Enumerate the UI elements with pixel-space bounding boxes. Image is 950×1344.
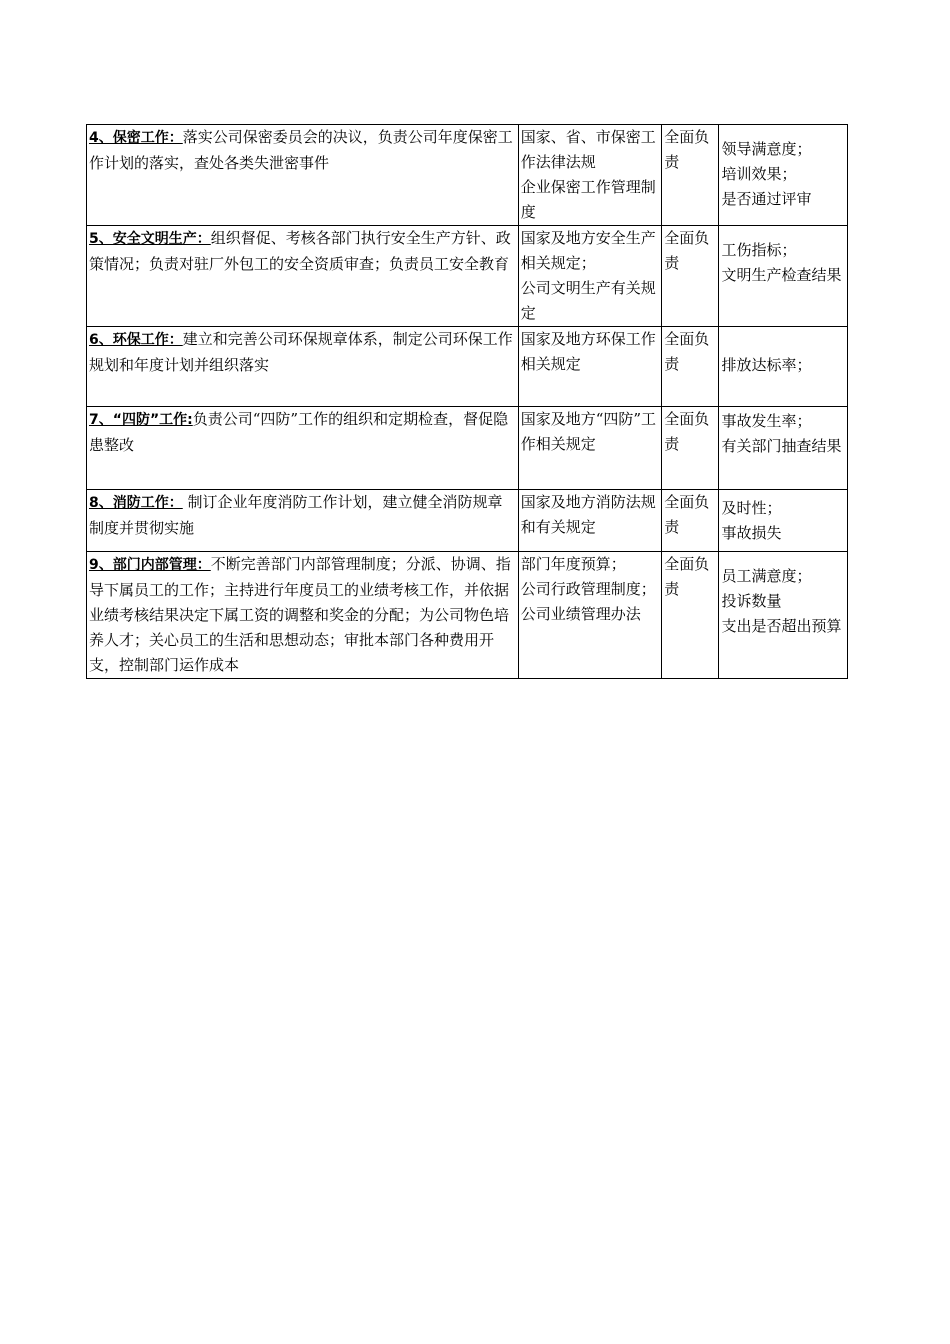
basis-line: 公司业绩管理办法 — [520, 605, 641, 623]
basis-cell — [518, 226, 662, 327]
kpi-cell — [719, 327, 848, 407]
duty-table — [86, 124, 848, 679]
kpi-line: 投诉数量 — [721, 592, 782, 610]
responsibility-text: 全面负责 — [664, 128, 710, 171]
basis-cell — [518, 552, 662, 679]
kpi-line: 领导满意度； — [721, 140, 812, 158]
duty-cell — [87, 552, 519, 679]
duty-title: 6、环保工作： — [89, 332, 183, 348]
kpi-line: 及时性； — [721, 499, 782, 517]
responsibility-text: 全面负责 — [664, 410, 710, 453]
basis-line: 公司文明生产有关规定 — [520, 279, 656, 322]
kpi-cell — [719, 407, 848, 490]
table-row — [87, 407, 848, 490]
responsibility-text: 全面负责 — [664, 493, 710, 536]
basis-line: 国家及地方消防法规和有关规定 — [520, 493, 656, 536]
kpi-line: 支出是否超出预算 — [721, 617, 842, 635]
basis-line: 部门年度预算； — [520, 555, 626, 573]
table-row — [87, 552, 848, 679]
responsibility-text: 全面负责 — [664, 229, 710, 272]
kpi-line: 工伤指标； — [721, 241, 797, 259]
basis-line: 国家及地方安全生产相关规定； — [520, 229, 656, 272]
duty-cell — [87, 490, 519, 552]
duty-description: 制订企业年度消防工作计划，建立健全消防规章制度并贯彻实施 — [89, 493, 503, 537]
basis-line: 国家、省、市保密工作法律法规 — [520, 128, 656, 171]
duty-title: 7、“四防”工作: — [89, 412, 193, 428]
table-row — [87, 490, 848, 552]
basis-cell — [518, 327, 662, 407]
duty-title: 4、保密工作： — [89, 130, 183, 146]
duty-cell — [87, 226, 519, 327]
duty-cell — [87, 327, 519, 407]
responsibility-cell — [662, 407, 719, 490]
kpi-cell — [719, 125, 848, 226]
responsibility-cell — [662, 226, 719, 327]
kpi-line: 文明生产检查结果 — [721, 266, 842, 284]
basis-cell — [518, 490, 662, 552]
basis-line: 公司行政管理制度； — [520, 580, 656, 598]
duty-title: 5、安全文明生产： — [89, 231, 211, 247]
basis-line: 国家及地方“四防”工作相关规定 — [520, 410, 657, 453]
responsibility-cell — [662, 552, 719, 679]
kpi-cell — [719, 490, 848, 552]
kpi-line: 员工满意度； — [721, 567, 812, 585]
basis-line: 国家及地方环保工作相关规定 — [520, 330, 656, 373]
duty-description: 落实公司保密委员会的决议，负责公司年度保密工作计划的落实，查处各类失泄密事件 — [89, 128, 513, 172]
duty-title: 8、消防工作： — [89, 495, 183, 511]
responsibility-cell — [662, 125, 719, 226]
kpi-line: 是否通过评审 — [721, 190, 812, 208]
kpi-line: 有关部门抽查结果 — [721, 437, 842, 455]
kpi-line: 事故损失 — [721, 524, 782, 542]
duty-description: 组织督促、考核各部门执行安全生产方针、政策情况；负责对驻厂外包工的安全资质审查；负责员工安全教育 — [89, 229, 511, 273]
duty-description: 不断完善部门内部管理制度；分派、协调、指导下属员工的工作；主持进行年度员工的业绩考核工作，并依据业绩考核结果决定下属工资的调整和奖金的分配；为公司物色培养人才；关心员工的生活和思想动态；审批本部门各种费用开支，控制部门运作成本 — [89, 555, 511, 674]
responsibility-cell — [662, 490, 719, 552]
duty-cell — [87, 125, 519, 226]
table-row — [87, 327, 848, 407]
basis-cell — [518, 125, 662, 226]
basis-line: 企业保密工作管理制度 — [520, 178, 656, 221]
duty-description: 负责公司“四防”工作的组织和定期检查，督促隐患整改 — [89, 410, 509, 454]
kpi-line: 培训效果； — [721, 165, 797, 183]
responsibility-cell — [662, 327, 719, 407]
responsibility-text: 全面负责 — [664, 330, 710, 373]
table-row — [87, 125, 848, 226]
basis-cell — [518, 407, 662, 490]
kpi-cell — [719, 226, 848, 327]
kpi-line: 事故发生率； — [721, 412, 812, 430]
responsibility-text: 全面负责 — [664, 555, 710, 598]
kpi-line: 排放达标率； — [721, 356, 812, 374]
table-row — [87, 226, 848, 327]
kpi-cell — [719, 552, 848, 679]
duty-title: 9、部门内部管理： — [89, 557, 211, 573]
duty-description: 建立和完善公司环保规章体系，制定公司环保工作规划和年度计划并组织落实 — [89, 330, 513, 374]
duty-cell — [87, 407, 519, 490]
